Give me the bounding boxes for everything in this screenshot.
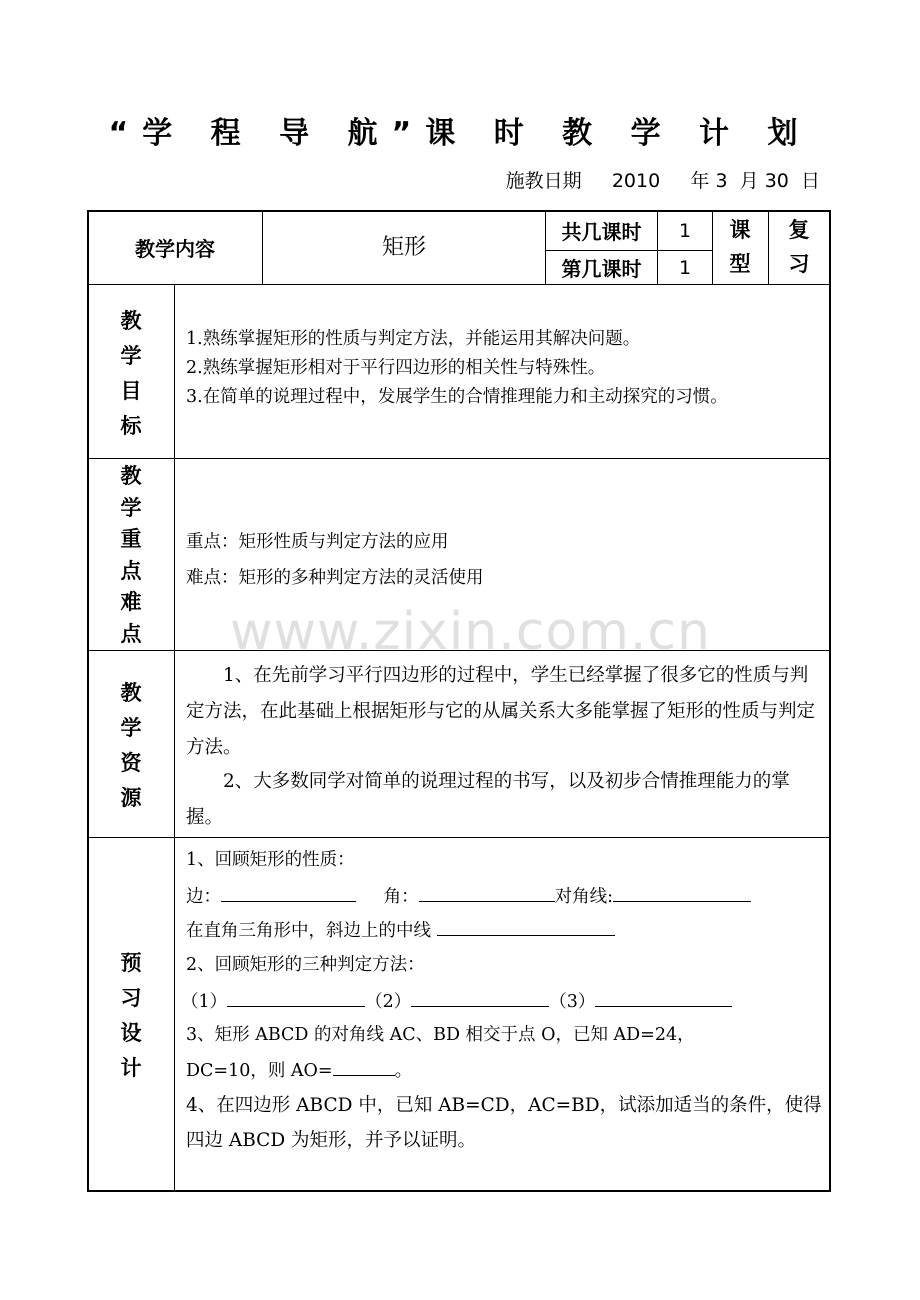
date-day: 30 <box>764 170 789 192</box>
resources-paragraph: 2、大多数同学对简单的说理过程的书写，以及初步合情推理能力的掌握。 <box>186 771 790 828</box>
difficulty-point: 难点：矩形的多种判定方法的灵活使用 <box>186 568 484 588</box>
preview-q2: 2、回顾矩形的三种判定方法： <box>186 955 425 975</box>
method-2-blank[interactable] <box>411 986 549 1007</box>
preview-q4-line2: 四边 ABCD 为矩形，并予以证明。 <box>186 1130 477 1151</box>
table-grid-line <box>88 837 830 838</box>
angle-blank[interactable] <box>419 881 555 902</box>
content-label: 教学内容 <box>135 237 215 261</box>
objectives-label <box>111 304 151 444</box>
key-points-label-char: 重 <box>120 527 142 551</box>
table-grid-line <box>88 458 830 459</box>
method-1-blank[interactable] <box>227 986 365 1007</box>
resources-paragraph: 1、在先前学习平行四边形的过程中，学生已经掌握了很多它的性质与判定方法，在此基础上根据矩形与它的从属关系大多能掌握了矩形的性质与判定方法。 <box>186 665 816 758</box>
table-grid-line <box>174 284 175 1191</box>
key-point: 重点：矩形性质与判定方法的应用 <box>186 532 449 552</box>
resources-label <box>111 676 151 816</box>
objective-item: 1.熟练掌握矩形的性质与判定方法，并能运用其解决问题。 <box>186 329 641 349</box>
preview-label-char: 习 <box>120 986 142 1010</box>
date-day-unit: 日 <box>800 170 820 192</box>
key-points-text <box>186 524 484 596</box>
key-points-label-char: 点 <box>120 558 142 583</box>
watermark: www.zixin.com.cn <box>230 602 711 662</box>
method-1-label: （1） <box>181 992 228 1012</box>
method-2-label: （2） <box>365 992 412 1012</box>
q3-prompt: DC=10，则 AO= <box>186 1061 333 1081</box>
preview-label <box>111 946 151 1086</box>
key-points-label-char: 教 <box>120 464 142 488</box>
key-points-label-char: 学 <box>120 495 142 520</box>
diagonal-blank[interactable] <box>613 881 751 902</box>
table-grid-line <box>712 211 713 284</box>
total-lessons-label: 共几课时 <box>561 220 642 244</box>
resources-label-char: 学 <box>120 716 142 740</box>
preview-properties-row <box>186 881 751 912</box>
preview-median-row <box>186 915 615 946</box>
q3-period: 。 <box>394 1061 413 1081</box>
preview-q4-line1: 4、在四边形 ABCD 中，已知 AB=CD，AC=BD，试添加适当的条件，使得 <box>186 1095 822 1116</box>
objectives-label-char: 目 <box>120 379 142 403</box>
diagonal-label: 对角线: <box>554 887 613 907</box>
objectives-list <box>186 325 728 412</box>
date-label: 施教日期 <box>505 170 582 192</box>
lesson-number-label: 第几课时 <box>561 257 642 281</box>
lesson-type-value-char: 习 <box>788 252 810 276</box>
method-3-blank[interactable] <box>595 986 732 1007</box>
lesson-type-label-char: 型 <box>729 252 751 276</box>
ao-blank[interactable] <box>333 1055 395 1076</box>
resources-label-char: 教 <box>120 681 142 705</box>
median-blank[interactable] <box>437 915 615 936</box>
objectives-label-char: 教 <box>120 309 142 333</box>
preview-q3-line2 <box>186 1055 412 1086</box>
teaching-date <box>506 166 820 193</box>
lesson-type-value-char: 复 <box>788 218 810 242</box>
key-points-label-char: 点 <box>120 621 142 646</box>
resources-label-char: 源 <box>120 786 142 810</box>
total-lessons-value: 1 <box>678 219 692 242</box>
objectives-label-char: 标 <box>120 414 142 438</box>
method-3-label: （3） <box>549 992 596 1012</box>
objectives-label-char: 学 <box>120 344 142 368</box>
lesson-type-label <box>720 213 760 281</box>
preview-q1: 1、回顾矩形的性质： <box>186 850 355 870</box>
lesson-number-value: 1 <box>678 256 692 279</box>
table-grid-line <box>768 211 769 284</box>
date-year-unit: 年 <box>690 170 710 192</box>
lesson-type-value <box>779 213 819 281</box>
key-points-label <box>111 461 151 650</box>
page-title: “学 程 导 航”课 时 教 学 计 划 <box>108 116 812 151</box>
angle-label: 角： <box>383 887 419 907</box>
edge-label: 边： <box>186 887 221 907</box>
date-year: 2010 <box>611 170 661 192</box>
date-month-unit: 月 <box>739 170 759 192</box>
preview-methods-row <box>181 986 732 1017</box>
edge-blank[interactable] <box>221 881 356 902</box>
key-points-label-char: 难 <box>120 590 142 614</box>
preview-label-char: 预 <box>120 951 142 975</box>
objective-item: 2.熟练掌握矩形相对于平行四边形的相关性与特殊性。 <box>186 358 606 378</box>
content-value: 矩形 <box>381 235 426 260</box>
resources-label-char: 资 <box>120 751 142 775</box>
objective-item: 3.在简单的说理过程中，发展学生的合情推理能力和主动探究的习惯。 <box>186 387 728 407</box>
preview-label-char: 设 <box>120 1021 142 1045</box>
median-label: 在直角三角形中，斜边上的中线 <box>186 921 431 941</box>
preview-label-char: 计 <box>120 1056 142 1080</box>
lesson-type-label-char: 课 <box>729 218 751 242</box>
preview-q3-line1: 3、矩形 ABCD 的对角线 AC、BD 相交于点 O，已知 AD=24， <box>186 1025 695 1045</box>
date-month: 3 <box>715 170 728 192</box>
table-grid-line <box>88 284 830 285</box>
